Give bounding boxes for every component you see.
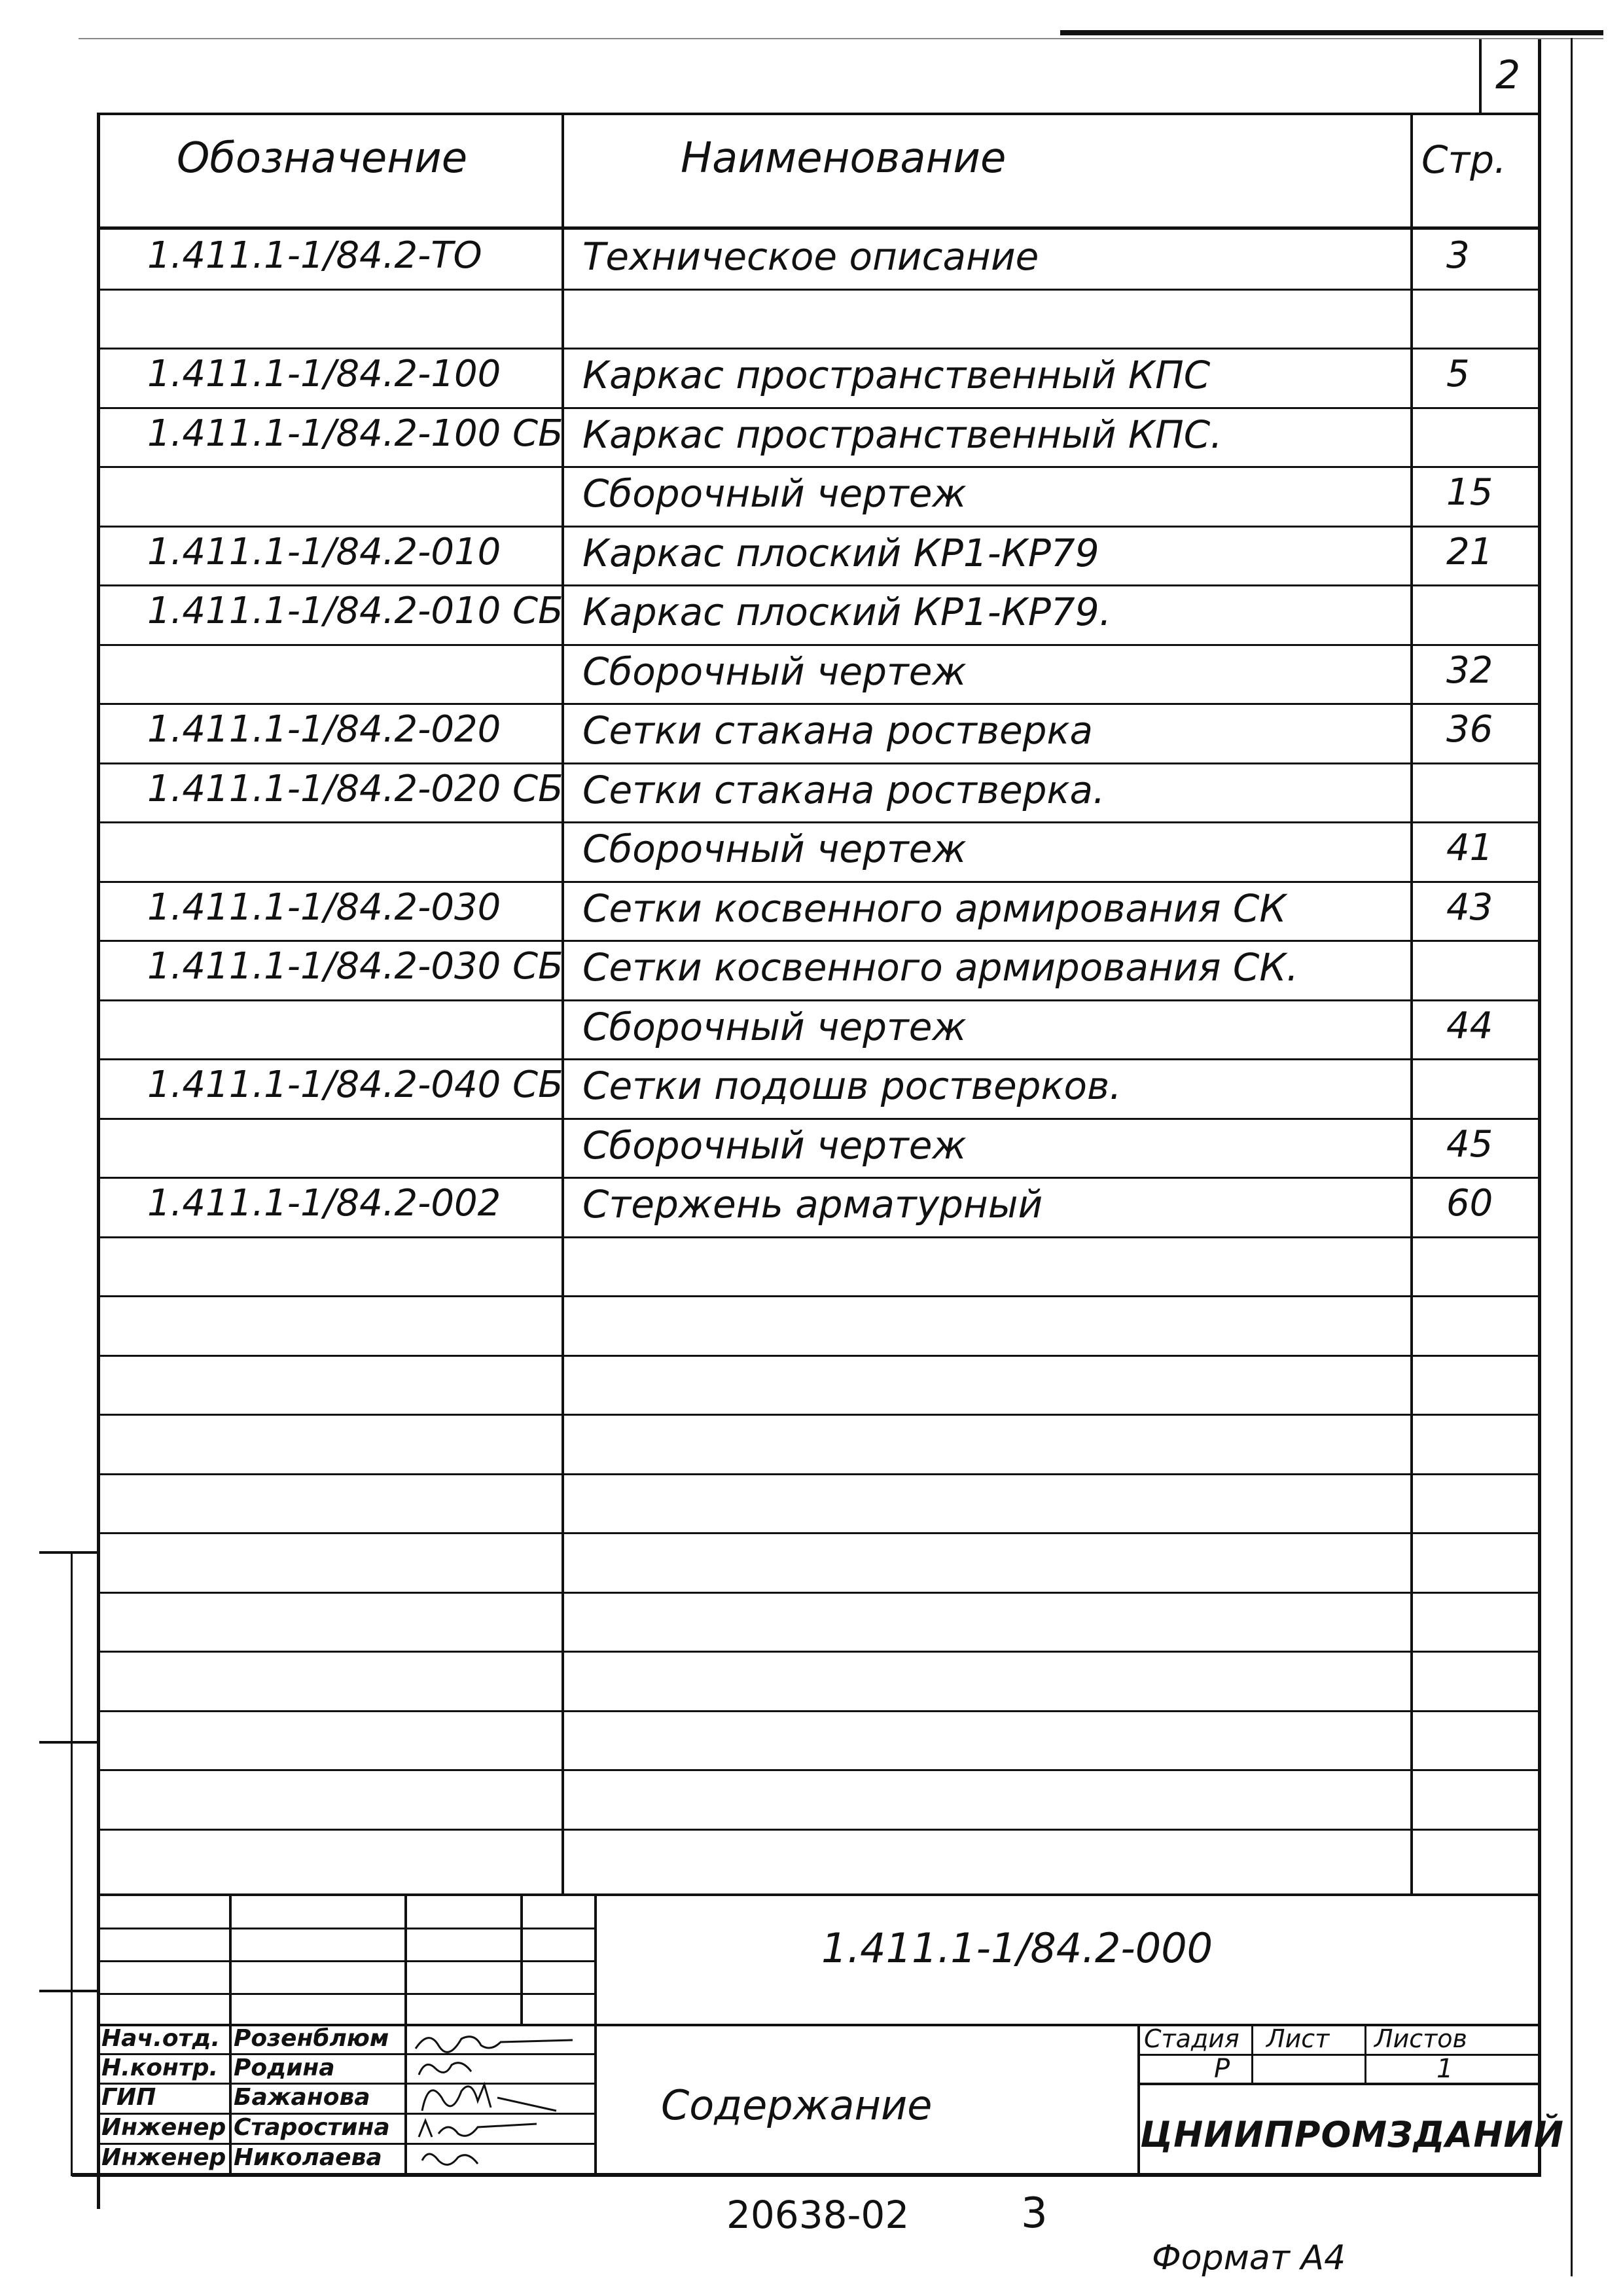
row-designation: 1.411.1-1/84.2-040 СБ: [147, 1064, 563, 1106]
table-row-line: [97, 1177, 1541, 1179]
signatory-role: Инженер: [101, 2114, 226, 2141]
archive-number: 20638-02: [726, 2193, 910, 2237]
table-row-line: [97, 1651, 1541, 1653]
table-row-line: [97, 1532, 1541, 1534]
signatory-name: Николаева: [234, 2144, 382, 2171]
table-row-line: [97, 1592, 1541, 1594]
sheet-value: 1: [1436, 2054, 1454, 2084]
signatory-name: Розенблюм: [234, 2025, 389, 2052]
format-label: Формат А4: [1152, 2238, 1346, 2278]
signatory-role: ГИП: [101, 2084, 156, 2111]
row-name: Техническое описание: [582, 234, 1039, 279]
table-row-line: [97, 584, 1541, 586]
row-designation: 1.411.1-1/84.2-020: [147, 708, 501, 751]
row-designation: 1.411.1-1/84.2-ТО: [147, 234, 482, 277]
table-row-line: [97, 1118, 1541, 1120]
row-name: Сборочный чертеж: [582, 649, 967, 694]
top-edge-line: [79, 38, 1603, 39]
stage-block-col-1: [1251, 2024, 1253, 2084]
signature-5: [416, 2144, 494, 2174]
stage-value: Р: [1214, 2054, 1230, 2084]
stage-block-row-1: [1137, 2054, 1541, 2056]
column-separator-2: [1410, 115, 1413, 1895]
row-page: 3: [1446, 234, 1470, 277]
row-name: Сборочный чертеж: [582, 471, 967, 516]
row-name: Сетки стакана ростверка: [582, 708, 1094, 753]
signature-4: [412, 2114, 543, 2144]
binding-strip-vertical: [71, 1551, 73, 2176]
signatory-role: Нач.отд.: [101, 2025, 221, 2052]
binding-strip-line-2: [39, 1741, 100, 1744]
table-row-line: [97, 881, 1541, 883]
tb-row-line-1: [97, 1928, 594, 1929]
table-row-line: [97, 289, 1541, 291]
signatory-role: Н.контр.: [101, 2054, 219, 2081]
row-name: Сетки косвенного армирования СК.: [582, 945, 1299, 990]
signatory-role: Инженер: [101, 2144, 226, 2171]
sheets-label: Листов: [1374, 2024, 1467, 2053]
header-name: Наименование: [681, 134, 1007, 183]
table-row-line: [97, 1058, 1541, 1060]
row-name: Каркас плоский КР1-КР79.: [582, 590, 1112, 634]
row-name: Сборочный чертеж: [582, 827, 967, 871]
sheet-number-box-left: [1479, 39, 1482, 115]
stage-block-row-2: [1137, 2083, 1541, 2085]
row-name: Стержень арматурный: [582, 1182, 1043, 1227]
table-row-line: [97, 1769, 1541, 1771]
tb-col-line-2: [404, 1895, 407, 2176]
row-designation: 1.411.1-1/84.2-010: [147, 531, 501, 573]
table-row-line: [97, 407, 1541, 409]
row-designation: 1.411.1-1/84.2-020 СБ: [147, 768, 563, 810]
table-row-line: [97, 466, 1541, 468]
stage-label: Стадия: [1144, 2024, 1240, 2053]
row-page: 60: [1446, 1182, 1493, 1225]
row-name: Каркас пространственный КПС.: [582, 412, 1222, 457]
header-designation: Обозначение: [177, 134, 468, 183]
row-name: Сборочный чертеж: [582, 1123, 967, 1168]
signatory-name: Бажанова: [234, 2084, 370, 2111]
top-edge-bold-line: [1060, 30, 1603, 35]
sheet-number: 2: [1495, 52, 1521, 98]
header-page: Стр.: [1421, 137, 1507, 182]
row-designation: 1.411.1-1/84.2-030: [147, 886, 501, 929]
signatory-name: Старостина: [234, 2114, 390, 2141]
signatory-name: Родина: [234, 2054, 335, 2081]
signature-1: [409, 2026, 579, 2055]
sheet-number-box-bottom: [97, 113, 1541, 115]
table-row-line: [97, 762, 1541, 764]
table-row-line: [97, 526, 1541, 528]
row-page: 5: [1446, 353, 1470, 395]
table-row-line: [97, 999, 1541, 1001]
signature-3: [412, 2072, 563, 2121]
frame-bottom: [72, 2173, 1541, 2177]
row-name: Каркас плоский КР1-КР79: [582, 531, 1099, 575]
table-row-line: [97, 1295, 1541, 1297]
frame-right: [1538, 39, 1541, 2173]
page-mark: 3: [1021, 2189, 1048, 2238]
table-row-line: [97, 821, 1541, 823]
table-row-line: [97, 1414, 1541, 1416]
row-page: 15: [1446, 471, 1493, 514]
table-row-line: [97, 703, 1541, 705]
row-page: 45: [1446, 1123, 1493, 1166]
table-row-line: [97, 1236, 1541, 1238]
table-row-line: [97, 1829, 1541, 1831]
table-row-line: [97, 1710, 1541, 1712]
table-row-line: [97, 1473, 1541, 1475]
tb-row-line-2: [97, 1960, 594, 1962]
sheet-label: Лист: [1266, 2024, 1330, 2053]
row-designation: 1.411.1-1/84.2-002: [147, 1182, 501, 1225]
tb-col-line-1: [229, 1895, 232, 2176]
stage-block-col-2: [1364, 2024, 1366, 2084]
row-page: 21: [1446, 531, 1493, 573]
document-code: 1.411.1-1/84.2-000: [821, 1924, 1213, 1972]
row-name: Сборочный чертеж: [582, 1005, 967, 1049]
row-page: 43: [1446, 886, 1493, 929]
table-row-line: [97, 940, 1541, 942]
row-name: Сетки подошв ростверков.: [582, 1064, 1122, 1108]
row-name: Сетки косвенного армирования СК: [582, 886, 1287, 931]
row-page: 41: [1446, 827, 1493, 869]
table-bottom-line: [97, 1893, 1541, 1896]
table-row-line: [97, 348, 1541, 350]
row-designation: 1.411.1-1/84.2-030 СБ: [147, 945, 563, 988]
table-row-line: [97, 644, 1541, 646]
row-name: Каркас пространственный КПС: [582, 353, 1211, 397]
row-designation: 1.411.1-1/84.2-100 СБ: [147, 412, 563, 455]
table-row-line: [97, 1355, 1541, 1357]
column-separator-1: [562, 115, 564, 1895]
row-name: Сетки стакана ростверка.: [582, 768, 1105, 812]
tb-col-line-4: [594, 1895, 597, 2176]
row-page: 36: [1446, 708, 1493, 751]
binding-strip-line-3: [39, 1990, 100, 1992]
tb-row-line-3: [97, 1993, 594, 1995]
row-designation: 1.411.1-1/84.2-100: [147, 353, 501, 395]
document-title: Содержание: [661, 2081, 933, 2129]
row-page: 32: [1446, 649, 1493, 692]
margin-right-line: [1571, 38, 1573, 2276]
binding-strip-line-1: [39, 1551, 100, 1554]
header-bottom-line: [97, 226, 1541, 230]
row-designation: 1.411.1-1/84.2-010 СБ: [147, 590, 563, 632]
row-page: 44: [1446, 1005, 1493, 1047]
organization-name: ЦНИИПРОМЗДАНИЙ: [1140, 2114, 1564, 2155]
